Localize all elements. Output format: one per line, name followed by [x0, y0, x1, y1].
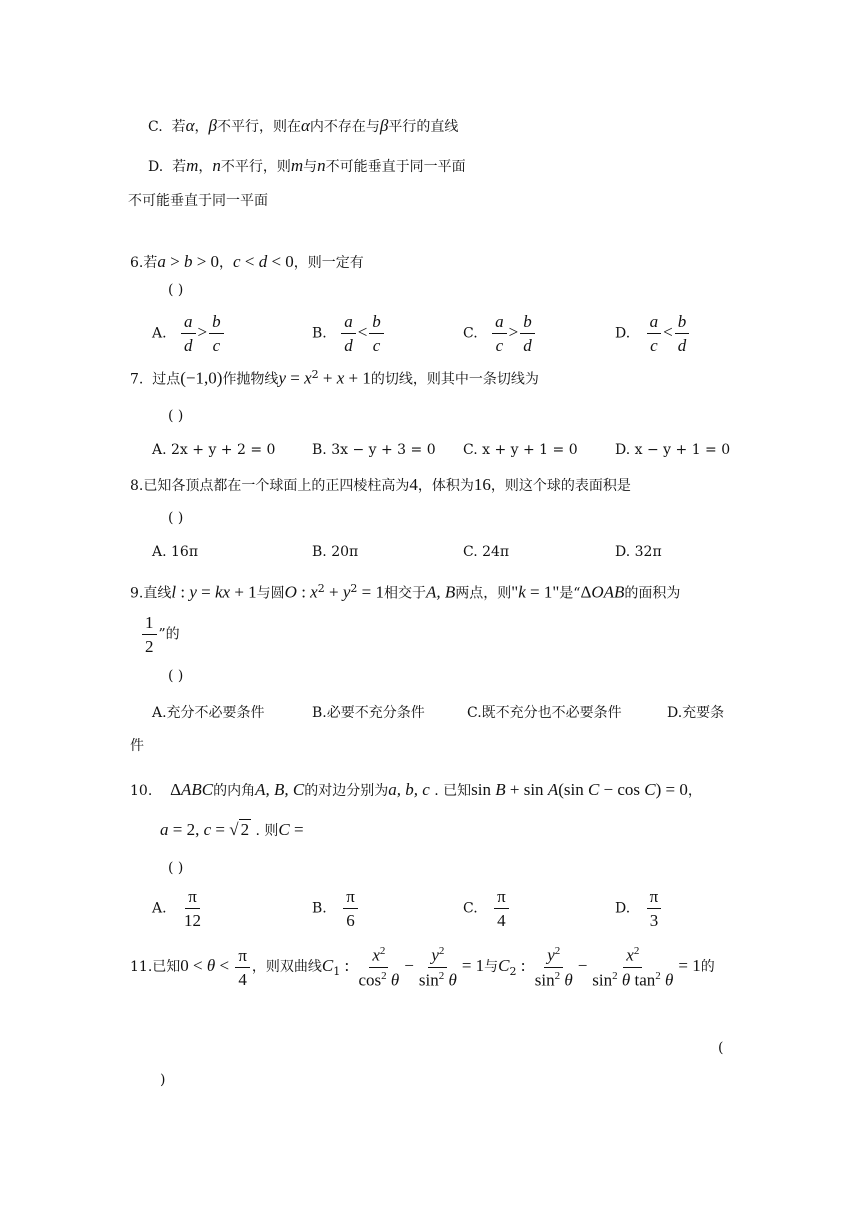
- q8-option-a: A. 16π: [152, 544, 199, 560]
- q7-answer-paren: ( ): [168, 408, 184, 424]
- q5-duplicate-text: 不可能垂直于同一平面: [128, 193, 268, 209]
- q6-option-a: A. $\frac{a}{d}$ > $\frac{b}{c}$: [152, 313, 226, 354]
- q10-option-c: C. $\frac{\pi}{4}$: [463, 888, 511, 929]
- q8-stem: 8.已知各顶点都在一个球面上的正四棱柱高为4，体积为16，则这个球的表面积是: [130, 475, 631, 494]
- q6-answer-paren: ( ): [168, 282, 184, 298]
- q9-option-d: D.充要条: [667, 705, 725, 721]
- q8-option-b: B. 20π: [312, 544, 359, 560]
- q10-option-b: B. $\frac{\pi}{6}$: [312, 888, 360, 929]
- q6-option-d: D. $\frac{a}{c}$ < $\frac{b}{d}$: [615, 313, 691, 354]
- q11-answer-paren-open: (: [718, 1040, 724, 1056]
- q5-option-c: C. 若α，β不平行，则在α内不存在与β平行的直线: [148, 116, 459, 135]
- q7-stem: 7. 过点(−1,0)作抛物线$y = x^2 + x + 1$的切线，则其中一条切线为: [130, 368, 539, 388]
- q6-option-b: B. $\frac{a}{d}$ < $\frac{b}{c}$: [312, 313, 386, 354]
- q11-answer-paren-close: ): [160, 1072, 166, 1088]
- q9-stem-continued: $\frac{1}{2}$ ”的: [140, 614, 180, 655]
- q9-stem: 9.直线l : y = kx + 1与圆O : $x^2 + y^2 = 1$相交于A, B两点，则"k = 1"是“ΔOAB的面积为: [130, 582, 681, 602]
- q7-option-a: A. 2x + y + 2 = 0: [152, 442, 276, 458]
- q6-stem: 6.若a > b > 0，c < d < 0，则一定有: [130, 252, 364, 271]
- q6-option-c: C. $\frac{a}{c}$ > $\frac{b}{d}$: [463, 313, 537, 354]
- q10-stem-line2: a = 2, c = √ 2 . 则C =: [160, 820, 304, 839]
- q10-option-a: A. $\frac{\pi}{12}$: [152, 887, 202, 930]
- q9-option-c: C.既不充分也不必要条件: [467, 705, 622, 721]
- q9-answer-paren: ( ): [168, 668, 184, 684]
- q7-option-c: C. x + y + 1 = 0: [463, 442, 578, 458]
- q10-option-d: D. $\frac{\pi}{3}$: [615, 888, 663, 929]
- q11-stem: 11.已知0 < θ < $\frac{\pi}{4}$ ，则双曲线$C_1$ : $\frac{x^2}{\cos^2 \theta}$ − $\frac{y^2}{\sin^2 \theta}$ = 1与$C_2$ : $\frac{y^2}{\sin^2 \theta}$ − $\frac{x^2}{\sin^2 \theta \tan^2 \theta}$ = 1的: [130, 945, 715, 990]
- q5-option-d: D. 若m，n不平行，则m与n不可能垂直于同一平面: [148, 156, 466, 175]
- q10-answer-paren: ( ): [168, 860, 184, 876]
- q8-option-d: D. 32π: [615, 544, 662, 560]
- q9-option-d-wrap: 件: [130, 738, 144, 754]
- q9-option-a: A.充分不必要条件: [152, 705, 265, 721]
- q7-option-b: B. 3x − y + 3 = 0: [312, 442, 436, 458]
- q10-stem: 10. ΔABC的内角A, B, C的对边分别为a, b, c . 已知sin B + sin A(sin C − cos C) = 0，: [130, 780, 702, 799]
- q8-answer-paren: ( ): [168, 510, 184, 526]
- q8-option-c: C. 24π: [463, 544, 510, 560]
- q7-option-d: D. x − y + 1 = 0: [615, 442, 731, 458]
- q9-option-b: B.必要不充分条件: [312, 705, 425, 721]
